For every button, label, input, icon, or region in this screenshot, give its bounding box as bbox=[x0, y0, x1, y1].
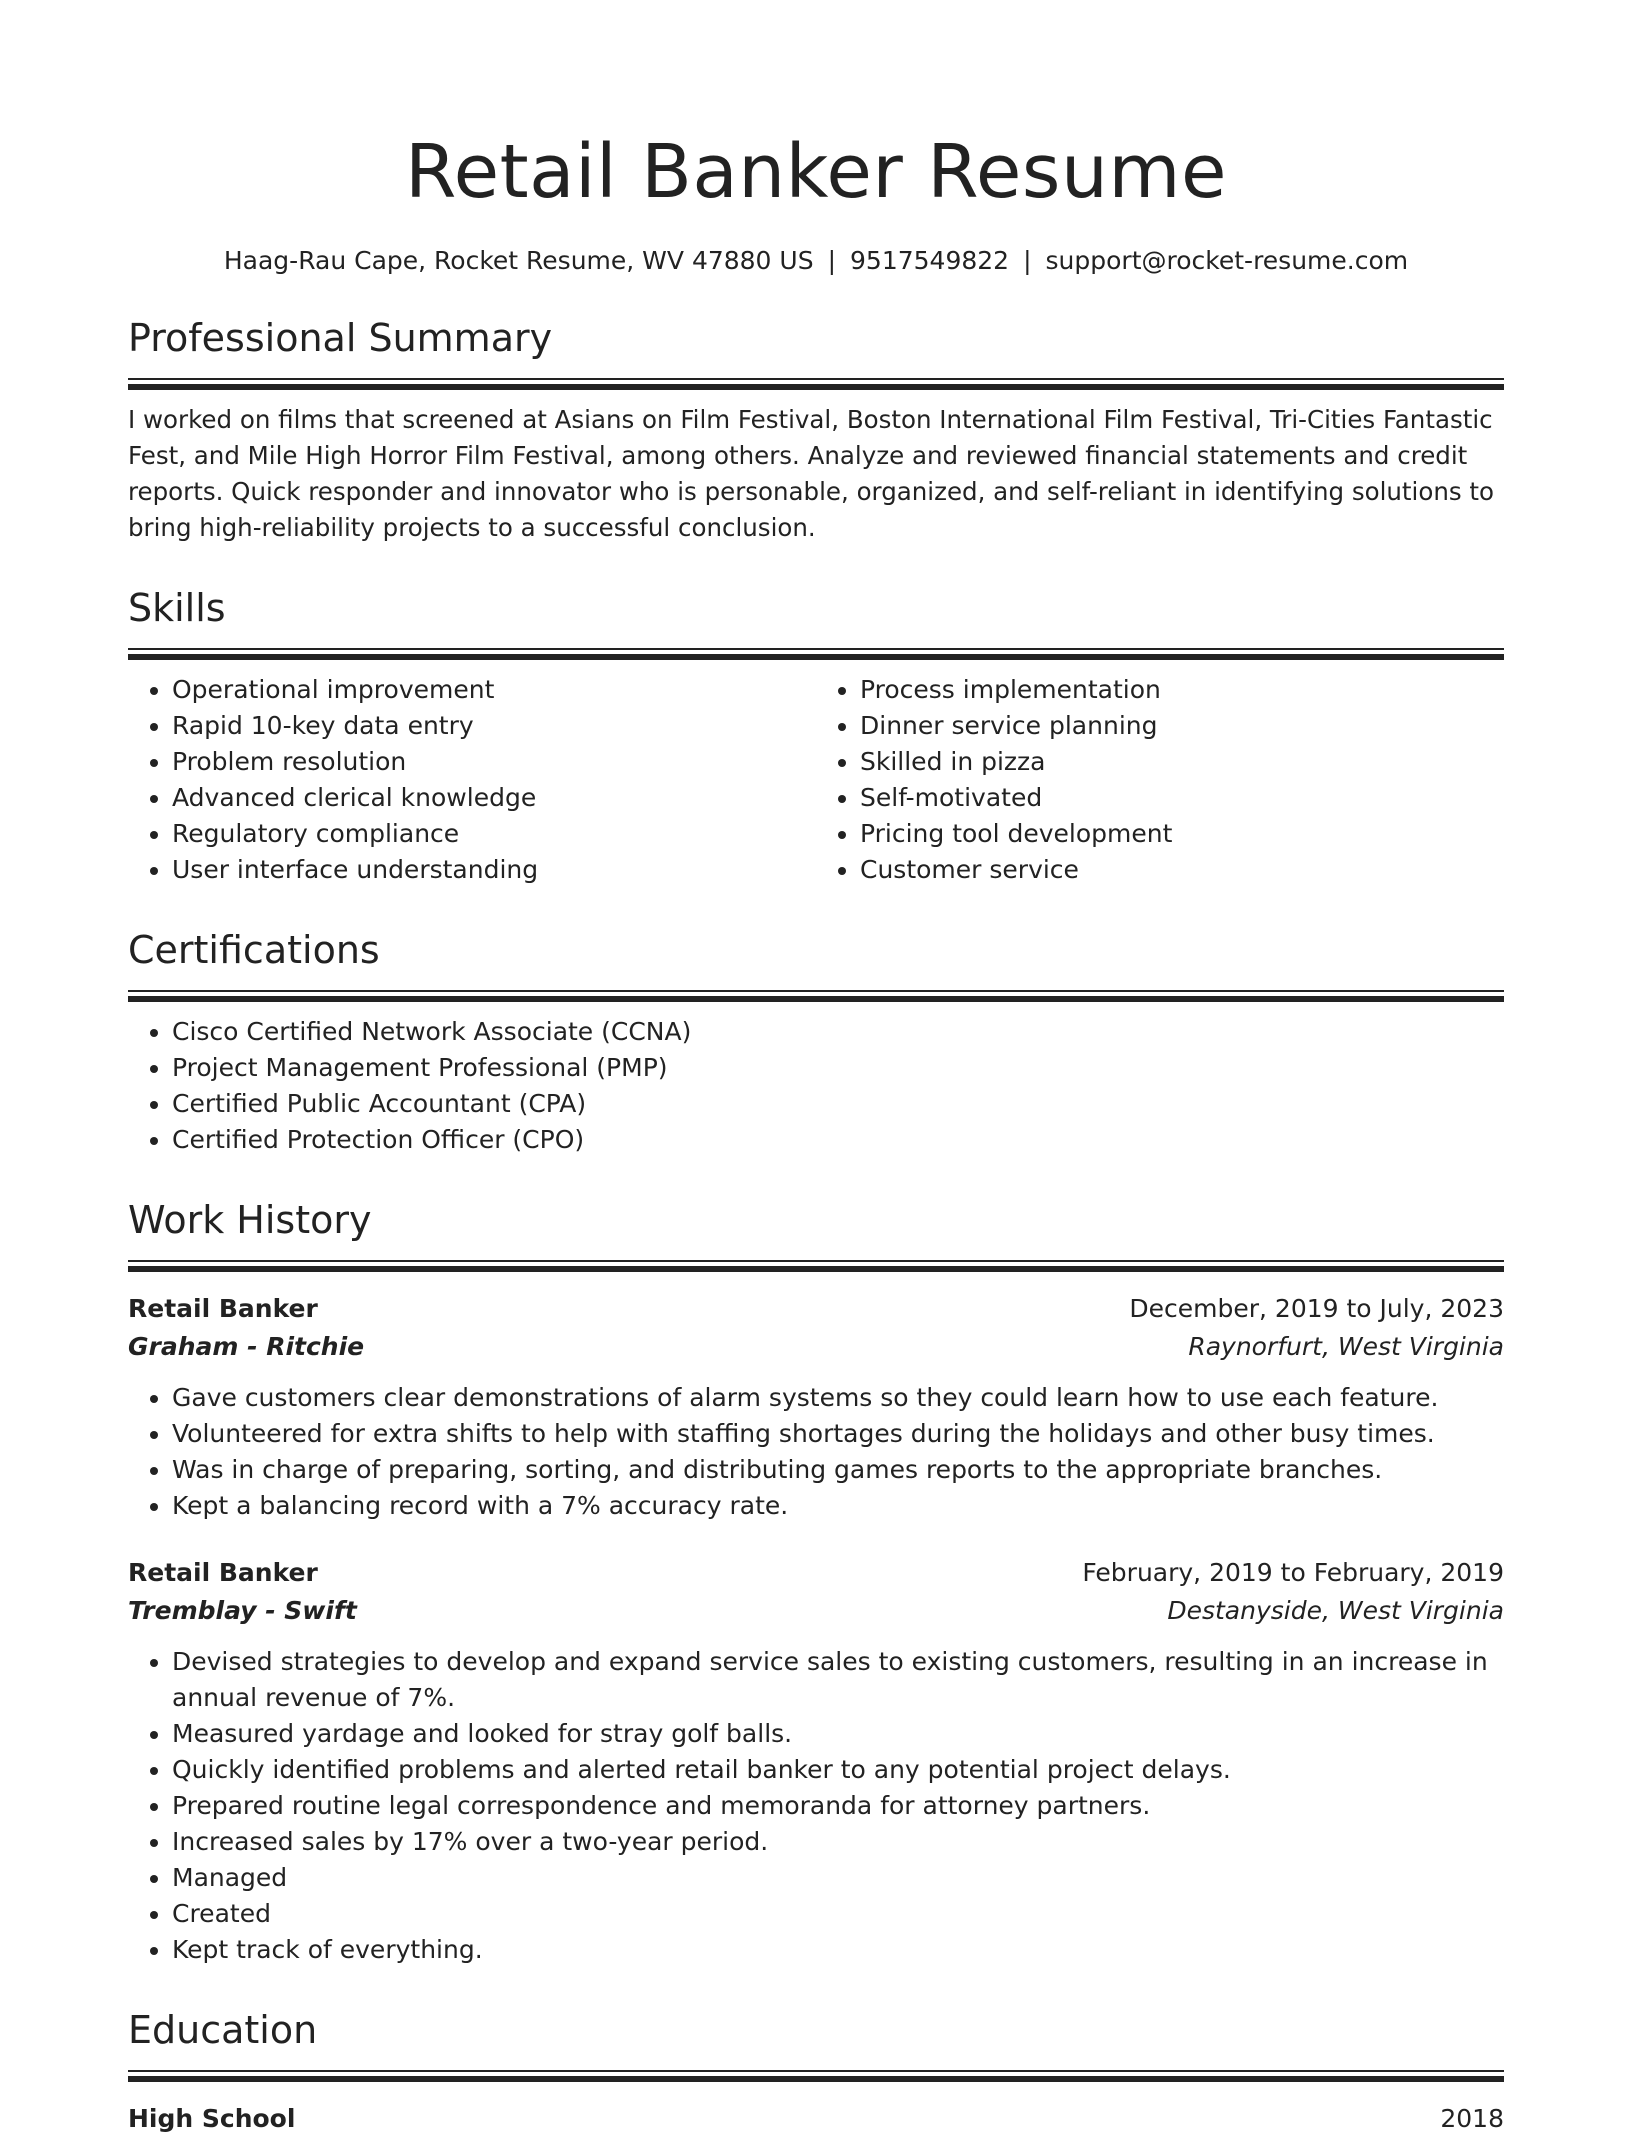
education-year: 2018 bbox=[1440, 2104, 1504, 2133]
job-bullet: • Kept a balancing record with a 7% accuracy rate. bbox=[172, 1488, 1504, 1524]
job-bullet: • Quickly identified problems and alerted retail banker to any potential project delays. bbox=[172, 1752, 1504, 1788]
skill-item: • Regulatory compliance bbox=[172, 816, 816, 852]
job-entry bbox=[128, 1554, 1504, 1968]
section-divider bbox=[128, 2070, 1504, 2082]
certifications-section bbox=[128, 924, 1504, 1158]
summary-text: I worked on films that screened at Asians on Film Festival, Boston International Film Festival, Tri-Cities Fantastic Fest, and Mile High Horror Film Festival, among others. Analyze and reviewed financial statements and credit reports. Quick responder and innovator who is personable, organized, and self-reliant in identifying solutions to bring high-reliability projects to a successful conclusion. bbox=[128, 405, 1494, 542]
job-bullet: • Measured yardage and looked for stray golf balls. bbox=[172, 1716, 1504, 1752]
certifications-list bbox=[128, 1014, 1504, 1158]
education-heading: Education bbox=[128, 2008, 318, 2052]
skill-item: • Rapid 10-key data entry bbox=[172, 708, 816, 744]
skill-item: • Process implementation bbox=[860, 672, 1504, 708]
contact-line bbox=[128, 244, 1504, 278]
job-dates: December, 2019 to July, 2023 bbox=[1129, 1294, 1504, 1323]
contact-email: support@rocket-resume.com bbox=[1045, 246, 1409, 275]
job-bullet: • Created bbox=[172, 1896, 1504, 1932]
job-location: Raynorfurt, West Virginia bbox=[1188, 1332, 1504, 1361]
certification-item: • Project Management Professional (PMP) bbox=[172, 1050, 1504, 1086]
skill-item: • Self-motivated bbox=[860, 780, 1504, 816]
skill-item: • User interface understanding bbox=[172, 852, 816, 888]
work-history-heading: Work History bbox=[128, 1198, 372, 1242]
job-bullets bbox=[128, 1380, 1504, 1524]
job-bullet: • Was in charge of preparing, sorting, and distributing games reports to the appropriate branches. bbox=[172, 1452, 1504, 1488]
job-bullet: • Prepared routine legal correspondence and memoranda for attorney partners. bbox=[172, 1788, 1504, 1824]
skill-item: • Advanced clerical knowledge bbox=[172, 780, 816, 816]
job-bullet: • Devised strategies to develop and expand service sales to existing customers, resulting in an increase in annual revenue of 7%. bbox=[172, 1644, 1504, 1716]
job-bullet: • Increased sales by 17% over a two-year period. bbox=[172, 1824, 1504, 1860]
contact-address: Haag-Rau Cape, Rocket Resume, WV 47880 US bbox=[223, 246, 814, 275]
certification-item: • Cisco Certified Network Associate (CCNA) bbox=[172, 1014, 1504, 1050]
section-divider bbox=[128, 1260, 1504, 1272]
section-divider bbox=[128, 648, 1504, 660]
skill-item: • Problem resolution bbox=[172, 744, 816, 780]
skill-item: • Customer service bbox=[860, 852, 1504, 888]
work-history-section bbox=[128, 1194, 1504, 1968]
skill-item: • Pricing tool development bbox=[860, 816, 1504, 852]
contact-phone: 9517549822 bbox=[850, 246, 1010, 275]
certification-item: • Certified Public Accountant (CPA) bbox=[172, 1086, 1504, 1122]
skill-item: • Skilled in pizza bbox=[860, 744, 1504, 780]
certification-item: • Certified Protection Officer (CPO) bbox=[172, 1122, 1504, 1158]
skills-list-left bbox=[128, 672, 816, 888]
skill-item: • Dinner service planning bbox=[860, 708, 1504, 744]
job-entry bbox=[128, 1290, 1504, 1524]
skills-section bbox=[128, 582, 1504, 888]
section-divider bbox=[128, 990, 1504, 1002]
summary-section bbox=[128, 312, 1504, 546]
job-bullet: • Managed bbox=[172, 1860, 1504, 1896]
skills-list-right bbox=[816, 672, 1504, 888]
job-bullet: • Gave customers clear demonstrations of alarm systems so they could learn how to use each feature. bbox=[172, 1380, 1504, 1416]
contact-separator: | bbox=[1023, 246, 1032, 275]
job-title: Retail Banker bbox=[128, 1558, 318, 1587]
job-company: Tremblay - Swift bbox=[128, 1596, 357, 1625]
contact-separator: | bbox=[827, 246, 837, 275]
job-dates: February, 2019 to February, 2019 bbox=[1082, 1558, 1504, 1587]
education-degree: High School bbox=[128, 2104, 296, 2133]
education-entry bbox=[128, 2100, 1504, 2138]
education-section bbox=[128, 2004, 1504, 2138]
skills-grid bbox=[128, 672, 1504, 888]
job-location: Destanyside, West Virginia bbox=[1167, 1596, 1504, 1625]
summary-heading: Professional Summary bbox=[128, 316, 553, 360]
job-company: Graham - Ritchie bbox=[128, 1332, 365, 1361]
job-bullet: • Kept track of everything. bbox=[172, 1932, 1504, 1968]
resume-title: Retail Banker Resume bbox=[404, 129, 1227, 215]
job-bullet: • Volunteered for extra shifts to help with staffing shortages during the holidays and other busy times. bbox=[172, 1416, 1504, 1452]
skills-heading: Skills bbox=[128, 586, 226, 630]
job-title: Retail Banker bbox=[128, 1294, 318, 1323]
section-divider bbox=[128, 378, 1504, 390]
certifications-heading: Certifications bbox=[128, 928, 380, 972]
skill-item: • Operational improvement bbox=[172, 672, 816, 708]
job-bullets bbox=[128, 1644, 1504, 1968]
